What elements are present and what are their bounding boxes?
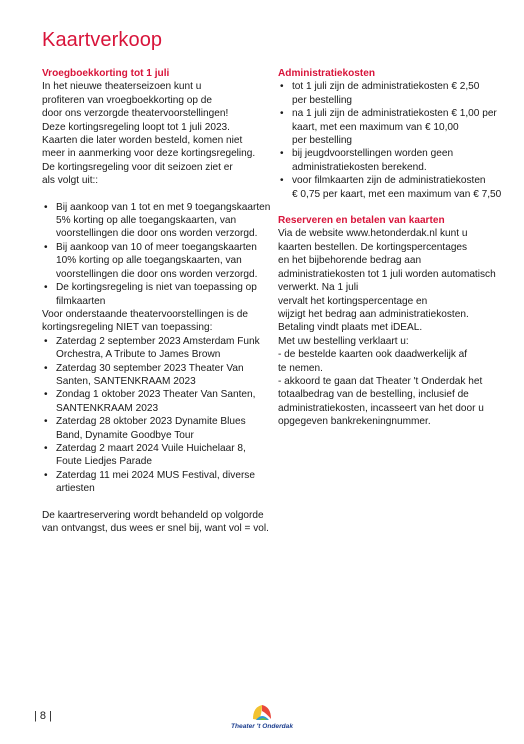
bullet-item xyxy=(42,241,268,281)
text-line: De kaartreservering wordt behandeld op volgorde xyxy=(42,509,264,521)
text-line: Betaling vindt plaats met iDEAL. xyxy=(278,322,423,334)
bullet-item xyxy=(42,201,271,241)
bullet-line: Orchestra, A Tribute to James Brown xyxy=(56,349,221,361)
left-column xyxy=(42,67,271,535)
text-line: Via de website www.hetonderdak.nl kunt u xyxy=(278,228,468,240)
right-column xyxy=(278,67,504,429)
bullet-line: • Bij aankoop van 10 of meer toegangskaarten xyxy=(56,241,257,253)
page-title: Kaartverkoop xyxy=(42,29,163,51)
bullet-line: SANTENKRAAM 2023 xyxy=(56,402,159,414)
text-line: en het bijbehorende bedrag aan xyxy=(278,255,422,267)
bullet-item xyxy=(42,415,268,442)
bullet-line: voorstellingen die door ons worden verzorgd. xyxy=(56,228,258,240)
reserve-text xyxy=(278,227,504,428)
bullet-line: 10% korting op alle toegangskaarten, van xyxy=(56,255,242,267)
text-line: Deze kortingsregeling loopt tot 1 juli 2023. xyxy=(42,121,230,133)
text-line: door ons verzorgde theatervoorstellingen! xyxy=(42,108,229,120)
early-booking-heading: Vroegboekkorting tot 1 juli xyxy=(42,68,170,79)
bullet-item xyxy=(278,107,504,147)
bullet-line: • voor filmkaarten zijn de administratiekosten xyxy=(292,175,486,187)
bullet-item xyxy=(278,174,504,201)
bullet-line: • Zaterdag 2 maart 2024 Vuile Huichelaar 8, xyxy=(56,442,246,454)
bullet-line: • Zaterdag 28 oktober 2023 Dynamite Blues xyxy=(56,416,246,428)
bullet-item xyxy=(42,388,268,415)
bullet-line: • na 1 juli zijn de administratiekosten € 1,00 per xyxy=(292,108,497,120)
bullet-line: artiesten xyxy=(56,483,95,495)
bullet-line: per bestelling xyxy=(292,94,353,106)
reserve-heading: Reserveren en betalen van kaarten xyxy=(278,215,445,227)
text-line: Kaarten die later worden besteld, komen niet xyxy=(42,135,243,147)
text-line: administratiekosten, incasseert van het door u xyxy=(278,402,484,414)
bullet-line: • tot 1 juli zijn de administratiekosten € 2,50 xyxy=(292,81,480,93)
bullet-item xyxy=(42,281,268,308)
bullet-line: per bestelling xyxy=(292,135,353,147)
admin-costs-list xyxy=(278,80,504,201)
bullet-line: • Zaterdag 11 mei 2024 MUS Festival, diverse xyxy=(56,469,255,481)
text-line: - de bestelde kaarten ook daadwerkelijk af xyxy=(278,349,468,361)
bullet-line: administratiekosten berekend. xyxy=(292,161,427,173)
text-line: totaalbedrag van de bestelling, inclusief de xyxy=(278,389,469,401)
discount-list xyxy=(42,201,271,308)
logo-text: Theater 't Onderdak xyxy=(230,723,294,730)
text-line: te nemen. xyxy=(278,362,323,374)
text-line: opgegeven bankrekeningnummer. xyxy=(278,416,431,428)
exceptions-list xyxy=(42,335,268,496)
text-line: verwerkt. Na 1 juli xyxy=(278,282,359,294)
early-booking-text xyxy=(42,80,268,187)
bullet-line: • bij jeugdvoorstellingen worden geen xyxy=(292,148,454,160)
bullet-line: • Zondag 1 oktober 2023 Theater Van Santen, xyxy=(56,389,256,401)
bullet-item xyxy=(42,362,268,389)
text-line: van ontvangst, dus wees er snel bij, want vol = vol. xyxy=(42,523,269,534)
exceptions-text xyxy=(42,308,268,335)
text-line: Met uw bestelling verklaart u: xyxy=(278,335,409,347)
text-line: kaarten bestellen. De kortingspercentages xyxy=(278,241,468,253)
bullet-item xyxy=(278,147,504,174)
bullet-line: voorstellingen die door ons worden verzorgd. xyxy=(56,268,258,280)
text-line: kortingsregeling NIET van toepassing: xyxy=(42,322,213,334)
bullet-line: • Zaterdag 30 september 2023 Theater Van xyxy=(56,362,244,374)
closing-text xyxy=(42,509,268,536)
text-line: administratiekosten tot 1 juli worden automatisch xyxy=(278,268,496,280)
text-line: - akkoord te gaan dat Theater 't Onderdak het xyxy=(278,375,483,387)
text-line: Voor onderstaande theatervoorstellingen is de xyxy=(42,308,248,320)
bullet-line: Band, Dynamite Goodbye Tour xyxy=(56,429,194,441)
theater-logo xyxy=(229,699,295,733)
bullet-item xyxy=(278,80,504,107)
bullet-line: Foute Liedjes Parade xyxy=(56,456,152,468)
logo-mark-icon xyxy=(229,699,295,723)
bullet-item xyxy=(42,442,268,469)
text-line: In het nieuwe theaterseizoen kunt u xyxy=(42,81,202,93)
text-line: meer in aanmerking voor deze kortingsregeling. xyxy=(42,148,256,160)
bullet-item xyxy=(42,335,268,362)
bullet-line: € 0,75 per kaart, met een maximum van € 7,50 xyxy=(292,188,502,200)
text-line: vervalt het kortingspercentage en xyxy=(278,295,428,307)
bullet-line: filmkaarten xyxy=(56,295,106,307)
page-number: | 8 | xyxy=(34,710,52,722)
bullet-line: • Zaterdag 2 september 2023 Amsterdam Funk xyxy=(56,335,260,347)
bullet-line: • De kortingsregeling is niet van toepassing op xyxy=(56,282,257,294)
admin-costs-heading: Administratiekosten xyxy=(278,68,376,79)
text-line: wijzigt het bedrag aan administratiekosten. xyxy=(278,308,469,320)
text-line: profiteren van vroegboekkorting op de xyxy=(42,94,213,106)
bullet-line: • Bij aankoop van 1 tot en met 9 toegangskaarten xyxy=(56,201,271,213)
text-line: De kortingsregeling voor dit seizoen ziet er xyxy=(42,161,233,173)
bullet-item xyxy=(42,469,268,496)
bullet-line: Santen, SANTENKRAAM 2023 xyxy=(56,375,196,387)
bullet-line: 5% korting op alle toegangskaarten, van xyxy=(56,215,237,227)
bullet-line: kaart, met een maximum van € 10,00 xyxy=(292,121,459,133)
text-line: als volgt uit:: xyxy=(42,175,99,187)
